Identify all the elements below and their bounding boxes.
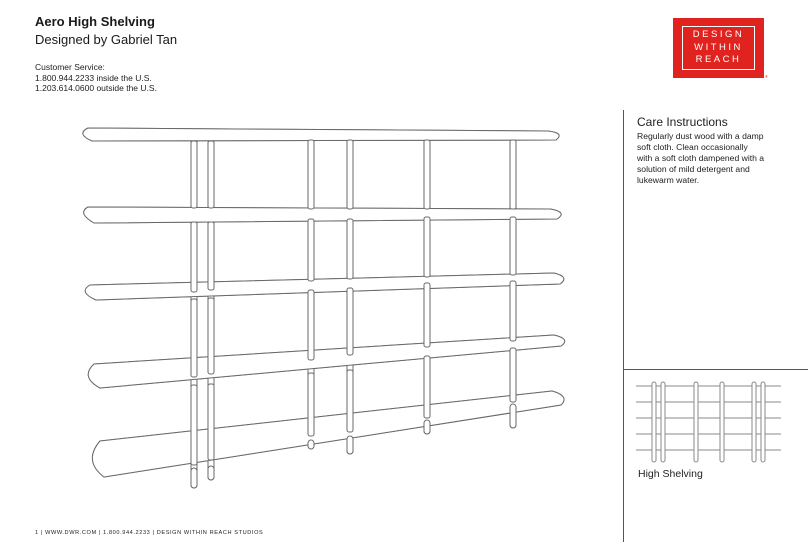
customer-service-phone-us: 1.800.944.2233 inside the U.S.	[35, 72, 152, 83]
customer-service-label: Customer Service:	[35, 62, 105, 72]
thumbnail-label: High Shelving	[638, 468, 703, 480]
logo-word-reach: REACH	[695, 54, 742, 65]
care-instructions-title: Care Instructions	[637, 115, 728, 129]
page-footer: 1 | WWW.DWR.COM | 1.800.944.2233 | DESIGN WITHIN REACH STUDIOS	[35, 530, 264, 536]
product-title: Aero High Shelving	[35, 14, 155, 29]
registered-mark: ®	[765, 74, 768, 79]
care-instructions-text: Regularly dust wood with a damp soft cloth. Clean occasionally with a soft cloth dampened with a solution of mild detergent and lukewarm water.	[637, 131, 765, 185]
shelving-thumbnail	[636, 379, 781, 464]
sidebar-divider	[623, 110, 624, 542]
customer-service-phone-intl: 1.203.614.0600 outside the U.S.	[35, 83, 157, 93]
dwr-logo	[673, 18, 764, 78]
logo-word-within: WITHIN	[694, 41, 743, 53]
logo-word-design: DESIGN	[692, 29, 745, 40]
designer-credit: Designed by Gabriel Tan	[35, 32, 178, 47]
thumbnail-divider	[623, 369, 808, 370]
